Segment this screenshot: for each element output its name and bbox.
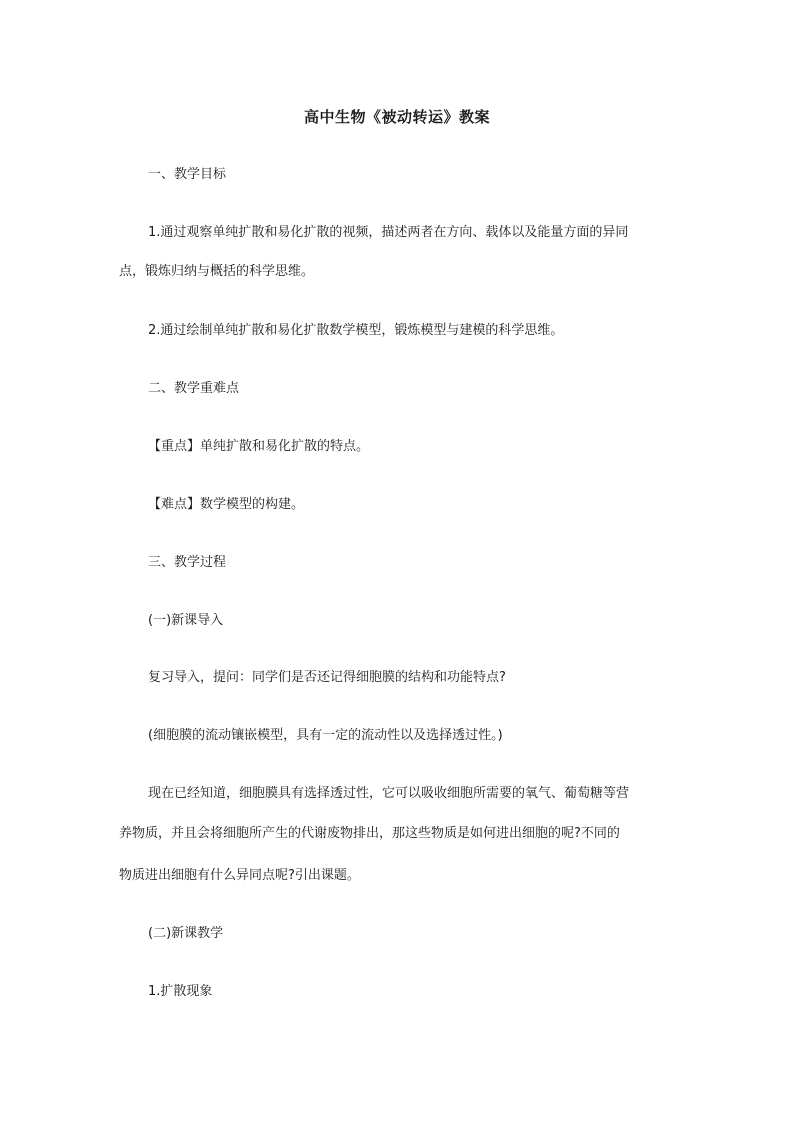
item-heading-diffusion: 1.扩散现象 [148,984,213,999]
objective-1-line-2: 点，锻炼归纳与概括的科学思维。 [119,264,315,279]
section-heading-objectives: 一、教学目标 [148,167,227,182]
section-heading-process: 三、教学过程 [148,555,227,570]
section-heading-key-points: 二、教学重难点 [148,381,240,396]
document-title: 高中生物《被动转运》教案 [303,108,490,126]
transition-line-3: 物质进出细胞有什么异同点呢?引出课题。 [119,868,360,883]
transition-line-1: 现在已经知道，细胞膜具有选择透过性，它可以吸收细胞所需要的氧气、葡萄糖等营 [148,786,630,801]
subsection-heading-new-lesson: (二)新课教学 [148,926,224,941]
subsection-heading-introduction: (一)新课导入 [148,613,224,628]
objective-1-line-1: 1.通过观察单纯扩散和易化扩散的视频，描述两者在方向、载体以及能量方面的异同 [148,225,629,240]
objective-2: 2.通过绘制单纯扩散和易化扩散数学模型，锻炼模型与建模的科学思维。 [148,323,564,338]
review-question: 复习导入，提问：同学们是否还记得细胞膜的结构和功能特点? [148,670,506,685]
difficult-point: 【难点】数学模型的构建。 [148,497,305,512]
transition-line-2: 养物质，并且会将细胞所产生的代谢废物排出，那这些物质是如何进出细胞的呢?不同的 [119,826,620,841]
key-point: 【重点】单纯扩散和易化扩散的特点。 [148,439,370,454]
review-answer: (细胞膜的流动镶嵌模型，具有一定的流动性以及选择透过性。) [148,728,503,743]
